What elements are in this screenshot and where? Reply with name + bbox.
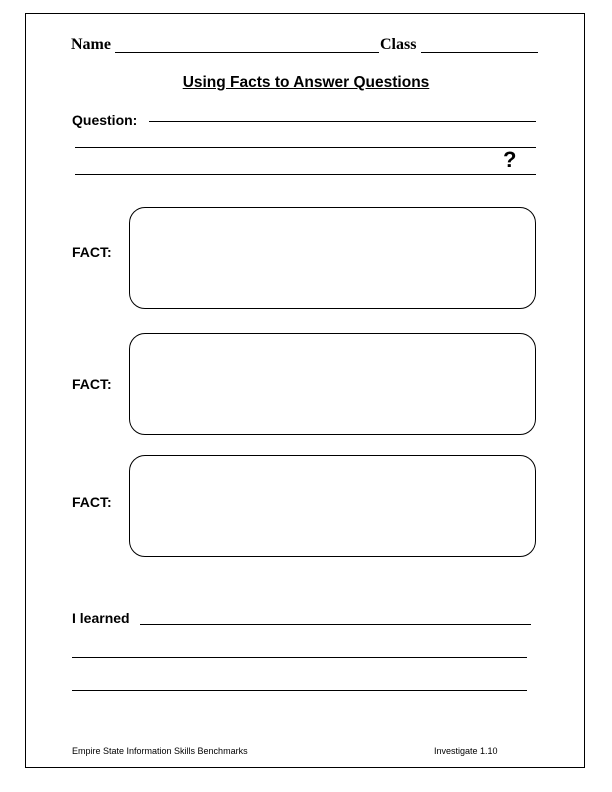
fact-box-3[interactable] [129,455,536,557]
learned-label: I learned [72,610,130,626]
question-label: Question: [72,112,138,128]
learned-line-1[interactable] [140,624,531,625]
learned-line-3[interactable] [72,690,527,691]
page-title: Using Facts to Answer Questions [182,74,430,91]
class-field[interactable] [421,52,538,53]
footer-code: Investigate 1.10 [434,746,498,756]
question-line-1[interactable] [149,121,536,122]
question-line-2[interactable] [75,147,536,148]
fact-box-1[interactable] [129,207,536,309]
learned-line-2[interactable] [72,657,527,658]
name-label: Name [71,36,111,53]
fact-label-1: FACT: [72,244,112,260]
fact-box-2[interactable] [129,333,536,435]
fact-label-2: FACT: [72,376,112,392]
question-line-3[interactable] [75,174,536,175]
fact-label-3: FACT: [72,494,112,510]
question-mark: ? [503,147,517,172]
name-field[interactable] [115,52,379,53]
class-label: Class [380,36,417,53]
footer-source: Empire State Information Skills Benchmarks [72,746,248,756]
